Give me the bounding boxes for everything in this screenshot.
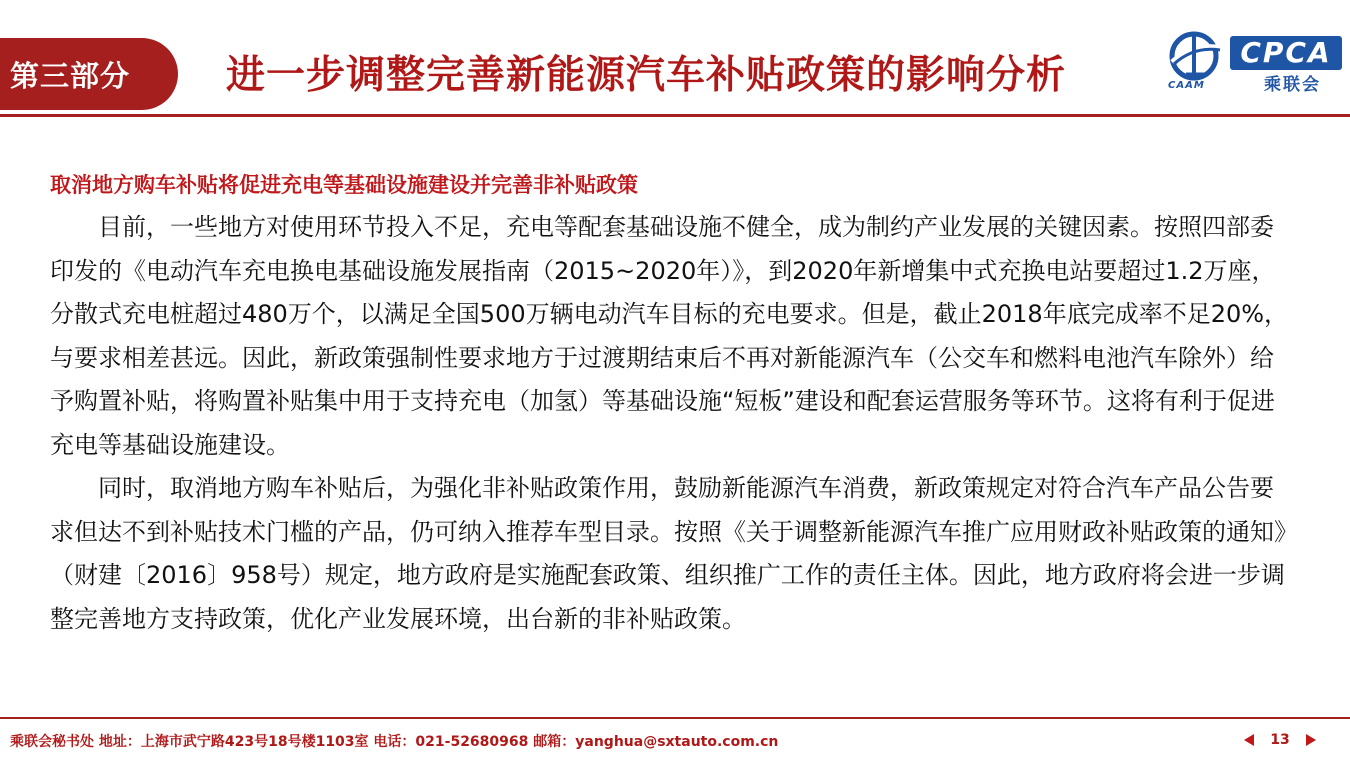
page-title: 进一步调整完善新能源汽车补贴政策的影响分析	[226, 53, 1067, 98]
paragraph-1: 目前，一些地方对使用环节投入不足，充电等配套基础设施不健全，成为制约产业发展的关键因素。按照四部委印发的《电动汽车充电换电基础设施发展指南（2015~2020年）》，到2020年新增集中式充换电站要超过1.2万座，分散式充电桩超过480万个，以满足全国500万辆电动汽车目标的充电要求。但是，截止2018年底完成率不足20%，与要求相差甚远。因此，新政策强制性要求地方于过渡期结束后不再对新能源汽车（公交车和燃料电池汽车除外）给予购置补贴，将购置补贴集中用于支持充电（加氢）等基础设施“短板”建设和配套运营服务等环节。这将有利于促进充电等基础设施建设。	[50, 213, 1289, 459]
caam-logo-text: CAAM	[1168, 80, 1205, 91]
header-divider	[0, 114, 1350, 117]
cpca-logo-box	[1230, 36, 1342, 70]
cpca-logo-text: CPCA	[1240, 36, 1332, 69]
page-number: 13	[1270, 732, 1290, 748]
content-subheading: 取消地方购车补贴将促进充电等基础设施建设并完善非补贴政策	[50, 173, 638, 197]
slide-header	[0, 0, 1350, 120]
paragraph-2: 同时，取消地方购车补贴后，为强化非补贴政策作用，鼓励新能源汽车消费，新政策规定对符合汽车产品公告要求但达不到补贴技术门槛的产品，仍可纳入推荐车型目录。按照《关于调整新能源汽车推广应用财政补贴政策的通知》（财建〔2016〕958号）规定，地方政府是实施配套政策、组织推广工作的责任主体。因此，地方政府将会进一步调整完善地方支持政策，优化产业发展环境，出台新的非补贴政策。	[50, 474, 1286, 633]
page-navigator	[1244, 729, 1316, 751]
footer-divider	[0, 717, 1350, 719]
cpca-logo	[1164, 28, 1344, 94]
section-label: 第三部分	[10, 58, 131, 93]
footer-contact: 乘联会秘书处 地址：上海市武宁路423号18号楼1103室 电话：021-52680968 邮箱：yanghua@sxtauto.com.cn	[10, 734, 779, 750]
triangle-left-icon[interactable]	[1244, 734, 1254, 746]
section-tab	[0, 38, 178, 110]
triangle-right-icon[interactable]	[1306, 734, 1316, 746]
slide-content	[50, 170, 1290, 641]
cpca-logo-cn: 乘联会	[1264, 75, 1321, 95]
